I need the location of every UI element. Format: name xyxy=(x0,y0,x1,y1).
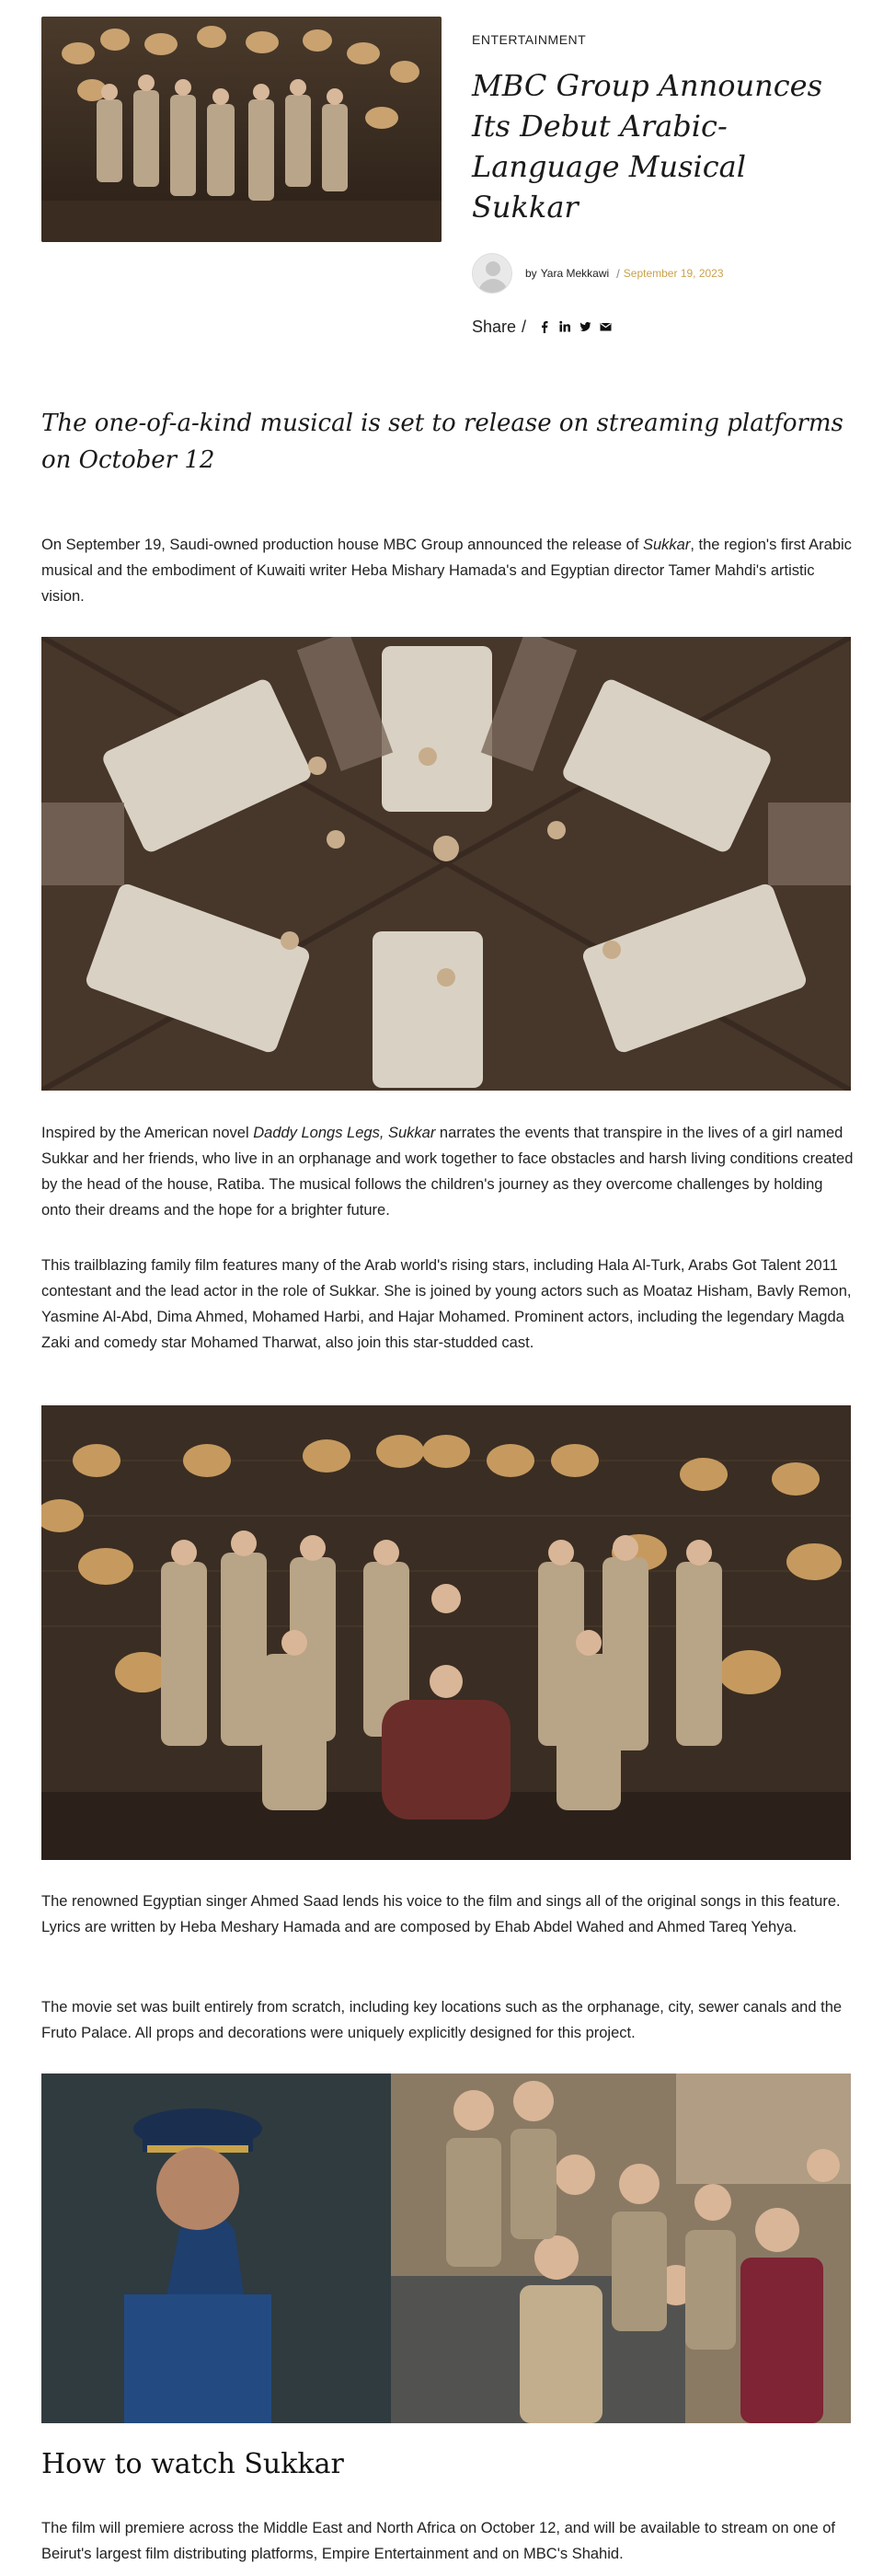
hero-image xyxy=(41,17,442,242)
author-avatar xyxy=(472,253,512,294)
page-title: MBC Group Announces Its Debut Arabic-Language Musical Sukkar xyxy=(472,68,823,225)
article-photo-brooms xyxy=(41,1405,851,1860)
share-bar xyxy=(472,316,858,338)
paragraph-6: The film will premiere across the Middle East and North Africa on October 12, and will be available to stream on one of Beirut's largest film distributing platforms, Empire Entertainment and on MBC's Shahid. xyxy=(41,2520,836,2562)
email-icon[interactable] xyxy=(600,320,611,333)
byline xyxy=(472,253,858,294)
article-subtitle: The one-of-a-kind musical is set to release on streaming platforms on October 12 xyxy=(41,410,843,474)
social-icons xyxy=(539,320,611,333)
facebook-icon[interactable] xyxy=(539,320,550,333)
article-header xyxy=(472,32,858,338)
paragraph-2: Inspired by the American novel Daddy Longs Legs, Sukkar narrates the events that transpire in the lives of a girl named Sukkar and her friends, who live in an orphanage and work together to face obstacles and harsh living conditions created by the head of the house, Ratiba. The musical follows the children's journey as they overcome challenges by holding onto their dreams and the hope for a brighter future. xyxy=(41,1125,854,1219)
share-divider: / xyxy=(522,317,527,336)
article-photo-dormitory xyxy=(41,637,851,1091)
category-label[interactable]: ENTERTAINMENT xyxy=(472,32,587,47)
article-photo-train xyxy=(41,2074,851,2423)
paragraph-4: The renowned Egyptian singer Ahmed Saad lends his voice to the film and sings all of the original songs in this feature. Lyrics are written by Heba Meshary Hamada and are composed by Ehab Abdel Wahed and Ahmed Tareq Yehya. xyxy=(41,1893,841,1935)
paragraph-5: The movie set was built entirely from scratch, including key locations such as the orphanage, city, sewer canals and the Fruto Palace. All props and decorations were uniquely explicitly designed for this project. xyxy=(41,1999,843,2041)
publish-date: September 19, 2023 xyxy=(623,267,724,280)
author-link[interactable]: Yara Mekkawi xyxy=(540,267,610,280)
paragraph-1: On September 19, Saudi-owned production house MBC Group announced the release of Sukkar, the region's first Arabic musical and the embodiment of Kuwaiti writer Heba Mishary Hamada's and Egyptian director Tamer Mahdi's artistic vision. xyxy=(41,537,852,605)
linkedin-icon[interactable] xyxy=(559,320,570,333)
byline-divider: / xyxy=(616,266,620,281)
byline-prefix: by xyxy=(525,267,537,280)
paragraph-3: This trailblazing family film features many of the Arab world's rising stars, including Hala Al-Turk, Arabs Got Talent 2011 contestant and the lead actor in the role of Sukkar. She is joined by young actors such as Moataz Hisham, Bavly Remon, Yasmine Al-Abd, Dima Ahmed, Mohamed Harbi, and Hajar Mohamed. Prominent actors, including the legendary Magda Zaki and comedy star Mohamed Tharwat, also join this star-studded cast. xyxy=(41,1257,852,1351)
twitter-icon[interactable] xyxy=(579,320,591,333)
share-label: Share xyxy=(472,317,517,336)
section-heading: How to watch Sukkar xyxy=(41,2448,344,2480)
